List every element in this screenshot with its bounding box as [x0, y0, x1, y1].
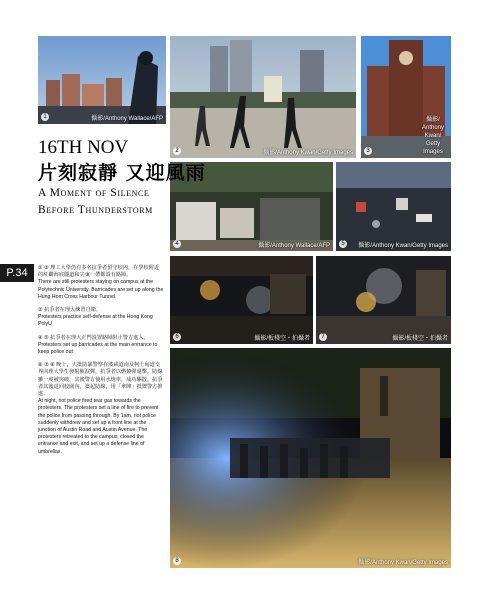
caption-chinese: ② 抗爭者在理大練習自衛。	[38, 307, 102, 314]
photo-2-image	[170, 36, 356, 158]
caption-block	[38, 265, 164, 462]
caption-english: There are still protesters staying on campus at the Polytechnic University. Barricades are set up along the Hung Hom Cross Harbour Tunnel.	[38, 279, 164, 300]
photo-credit: 攝影/板棧空・拍攝者	[254, 336, 310, 342]
photo-5	[336, 162, 451, 251]
photo-number: 7	[319, 333, 327, 341]
caption-english: Protesters practice self-defense at the Hong Kong PolyU	[38, 314, 153, 328]
photo-credit: 攝影/ Anthony Kwan/ Getty Images	[421, 117, 445, 155]
photo-6	[170, 256, 313, 344]
photo-number: 1	[41, 113, 49, 121]
photo-number: 6	[173, 333, 181, 341]
photo-credit: 攝影/Anthony Kwan/Getty Images	[358, 243, 448, 249]
caption-2	[38, 307, 164, 329]
caption-chinese: ① ③ 理工大學仍有多名抗爭者留守校內，在學校附近的紅磡海底隧道和尖東一帶都設有路障。	[38, 265, 160, 279]
photo-8	[170, 348, 451, 568]
photo-number: 5	[339, 240, 347, 248]
photo-credit: 攝影/Anthony Kwan/Getty Images	[263, 150, 353, 156]
photo-number: 4	[173, 240, 181, 248]
photo-1	[38, 36, 166, 124]
photo-number: 2	[173, 147, 181, 155]
caption-english: At night, riot police fired tear gas towards the protesters. The protesters set a line of fire to prevent the police from passing through. By 1am, riot police suddenly withdrew and set up a front line at the junction of Austin Road and Austin Avenue. The protesters retreated to the campus, closed the entrance and exit, and set up a defense line of umbrellas.	[38, 398, 159, 455]
title-chinese: 片刻寂靜 又迎風雨	[38, 162, 206, 184]
caption-chinese: ⑥ ⑦ ⑧ 晚上，大批防暴警察在漆咸道南及柯士甸道交界向理大學生發射催淚彈，抗爭者以燃燒彈還擊。防線雖一度被突破，其後警方使用水炮車，成功驅散。抗爭者其後退回校園內，築起防線，用「傘陣」抵禦警方推進。	[38, 362, 163, 398]
caption-english: Protesters set up barricades at the main entrance to keep police out	[38, 341, 158, 356]
caption-4	[38, 362, 164, 456]
caption-1	[38, 265, 164, 301]
caption-chinese: ④ ⑤ 抗爭者在理大正門設置路障阻止警方進入。	[38, 334, 149, 341]
photo-6-image	[170, 256, 313, 344]
caption-3	[38, 335, 164, 357]
page-number-tab: P.34	[0, 264, 34, 282]
photo-credit: 攝影/Anthony Wallace/AFP	[91, 116, 163, 122]
photo-1-image	[38, 36, 166, 124]
photo-7	[316, 256, 451, 344]
photo-5-image	[336, 162, 451, 251]
photo-3	[361, 36, 451, 158]
photo-7-image	[316, 256, 451, 344]
photo-credit: 攝影/Anthony Kwan/Getty Images	[358, 560, 448, 566]
photo-number: 8	[173, 557, 181, 565]
date-heading: 16TH NOV	[38, 137, 129, 158]
title-english: A Moment of Silence Before Thunderstorm	[38, 187, 153, 216]
photo-credit: 攝影/板棧空・拍攝者	[392, 336, 448, 342]
photo-number: 3	[364, 147, 372, 155]
photo-credit: 攝影/Anthony Wallace/AFP	[258, 243, 330, 249]
photo-8-image	[170, 348, 451, 568]
photo-2	[170, 36, 356, 158]
